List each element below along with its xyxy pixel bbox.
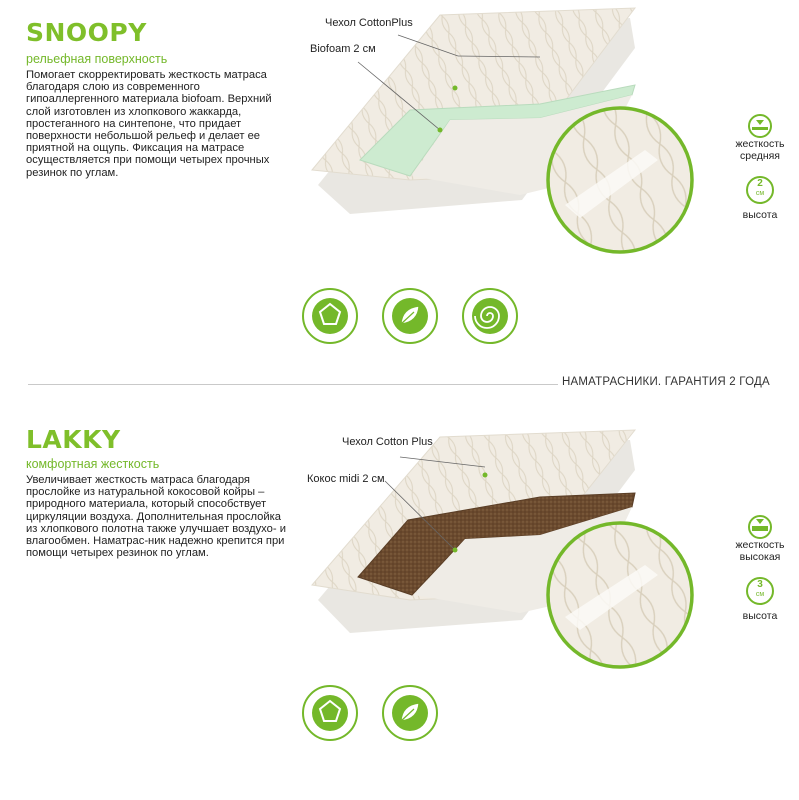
height-value: 2 [757,178,763,189]
stiffness-icon [744,515,776,539]
height-unit: см [755,190,765,197]
product-subtitle: рельефная поверхность [26,52,168,66]
stiffness-label: жесткость [735,539,785,551]
hypoallergenic-badge-icon [382,288,438,344]
product-title: SNOOPY [26,18,147,47]
callout-cover: Чехол Cotton Plus [342,436,433,448]
product-section-snoopy [0,0,799,380]
hypoallergenic-badge-icon [382,685,438,741]
product-title: LAKKY [26,425,121,454]
innovation-tech-badge-icon [302,685,358,741]
callout-cover: Чехол CottonPlus [325,17,413,29]
product-section-lakky [0,405,799,800]
stiffness-label: жесткость [735,138,785,150]
product-description: Увеличивает жесткость матраса благодаря прослойке из натуральной кокосовой койры – природного материала, который способствует циркуляции воздуха. Дополнительная прослойка из хлопкового полотна также улучшает воздухо- и влагообмен. Наматрас-ник надежно крепится при помощи четырех резинок по углам. [26,474,286,560]
height-icon [746,577,774,605]
height-label: высота [742,610,778,622]
product-subtitle: комфортная жесткость [26,457,160,471]
product-description: Помогает скорректировать жесткость матраса благодаря слою из современного гипоаллергенного материала biofoam. Верхний слой изготовлен из хлопкового жаккарда, простеганного на синтепоне, что придает поверхности небольшой рельеф и делает ее приятной на ощупь. Фиксация на матрасе осуществляется при помощи четырех прочных резинок по углам. [26,69,272,179]
section-divider [28,384,558,385]
stiffness-value: средняя [740,150,780,162]
mattress-illustration [290,0,720,255]
spec-icons [726,114,794,221]
callout-layer: Biofoam 2 см [310,43,376,55]
height-unit: см [755,591,765,598]
height-label: высота [742,209,778,221]
rolled-badge-icon [462,288,518,344]
callout-layer: Кокос midi 2 см [307,473,385,485]
spec-icons [726,515,794,622]
stiffness-icon [744,114,776,138]
height-icon [746,176,774,204]
section-note: НАМАТРАСНИКИ. ГАРАНТИЯ 2 ГОДА [562,376,770,388]
height-value: 3 [757,579,763,590]
innovation-tech-badge-icon [302,288,358,344]
stiffness-value: высокая [739,551,781,563]
